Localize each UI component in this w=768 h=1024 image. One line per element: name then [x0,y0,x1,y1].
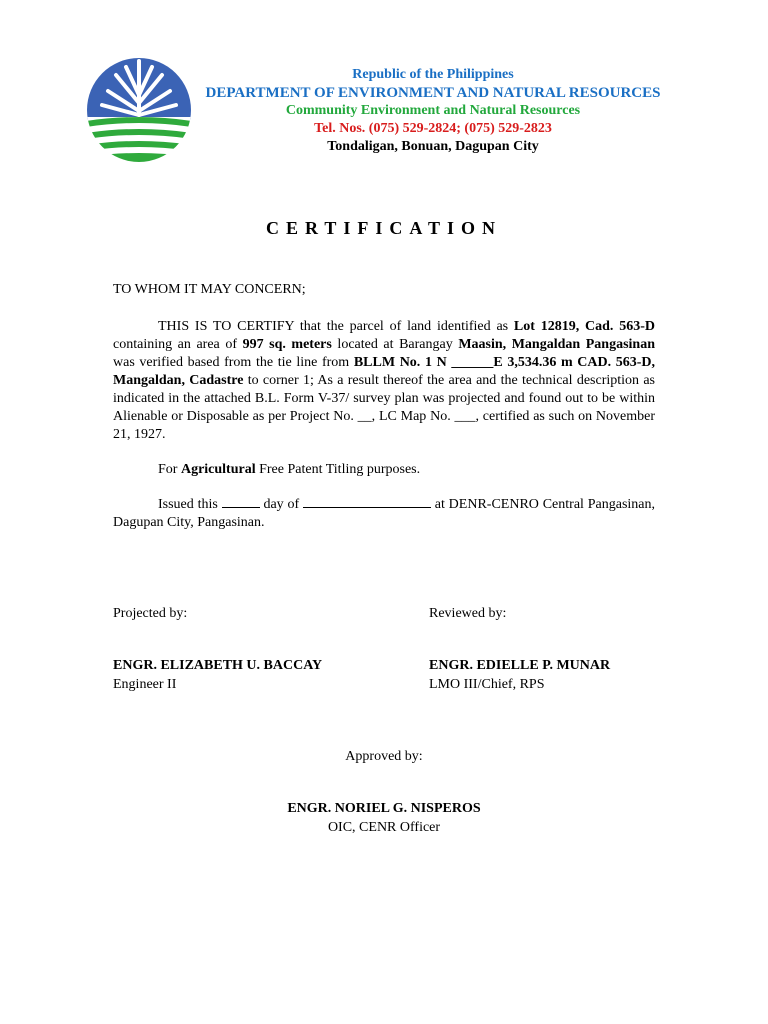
denr-seal-icon [86,55,192,165]
p1-text-3: located at Barangay [331,337,459,352]
approved-by-position: OIC, CENR Officer [327,820,441,835]
lot-number: Lot 12819, Cad. 563-D [513,319,656,334]
reviewed-by-signatory [429,656,610,694]
approved-by-signatory [0,799,768,837]
lot-area: 997 sq. meters [242,337,332,352]
approved-by-name: ENGR. NORIEL G. NISPEROS [287,801,481,816]
p3-text-3: at DENR-CENRO Central Pangasinan, Dagupan City, Pangasinan. [113,497,655,530]
issuance-paragraph [113,496,655,532]
reviewed-by-name: ENGR. EDIELLE P. MUNAR [429,658,611,673]
projected-by-name: ENGR. ELIZABETH U. BACCAY [113,658,323,673]
reviewed-by-position: LMO III/Chief, RPS [429,677,545,692]
p2-text-2: Free Patent Titling purposes. [255,462,421,477]
lot-location: Maasin, Mangaldan Pangasinan [458,337,655,352]
p1-text-4: was verified based from the tie line from [113,355,354,370]
p3-text-2: day of [259,497,303,512]
projected-by-label: Projected by: [113,606,188,621]
reviewed-by-label: Reviewed by: [429,606,507,621]
approved-by-label: Approved by: [345,749,423,764]
month-blank [303,496,431,508]
p1-text-1: THIS IS TO CERTIFY that the parcel of land identified as [158,319,514,334]
tie-line-reference: BLLM No. 1 N ______E 3,534.36 m CAD. 563-D, Mangaldan, Cadastre [113,355,655,388]
letterhead [196,66,670,156]
p3-text-1: Issued this [158,497,222,512]
letterhead-office: Community Environment and Natural Resources [285,103,581,118]
certification-paragraph [113,318,655,444]
letterhead-address: Tondaligan, Bonuan, Dagupan City [327,139,539,154]
salutation: TO WHOM IT MAY CONCERN; [113,282,306,297]
projected-by-signatory [113,656,322,694]
letterhead-department: DEPARTMENT OF ENVIRONMENT AND NATURAL RESOURCES [205,85,661,101]
p2-text-1: For [158,462,181,477]
purpose-type: Agricultural [180,462,256,477]
p1-text-5: to corner 1; As a result thereof the area and the technical description as indicated in the attached B.L. Form V-37/ survey plan was projected and found out to be within Alienable or Disposable as per Project No. __, LC Map No. ___, certified as such on November 21, 1927. [113,373,655,442]
day-blank [222,496,260,508]
letterhead-phone: Tel. Nos. (075) 529-2824; (075) 529-2823 [314,121,552,136]
p1-text-2: containing an area of [113,337,243,352]
document-title: CERTIFICATION [265,218,503,238]
projected-by-position: Engineer II [113,677,177,692]
letterhead-republic: Republic of the Philippines [352,67,514,82]
purpose-paragraph [113,461,655,479]
